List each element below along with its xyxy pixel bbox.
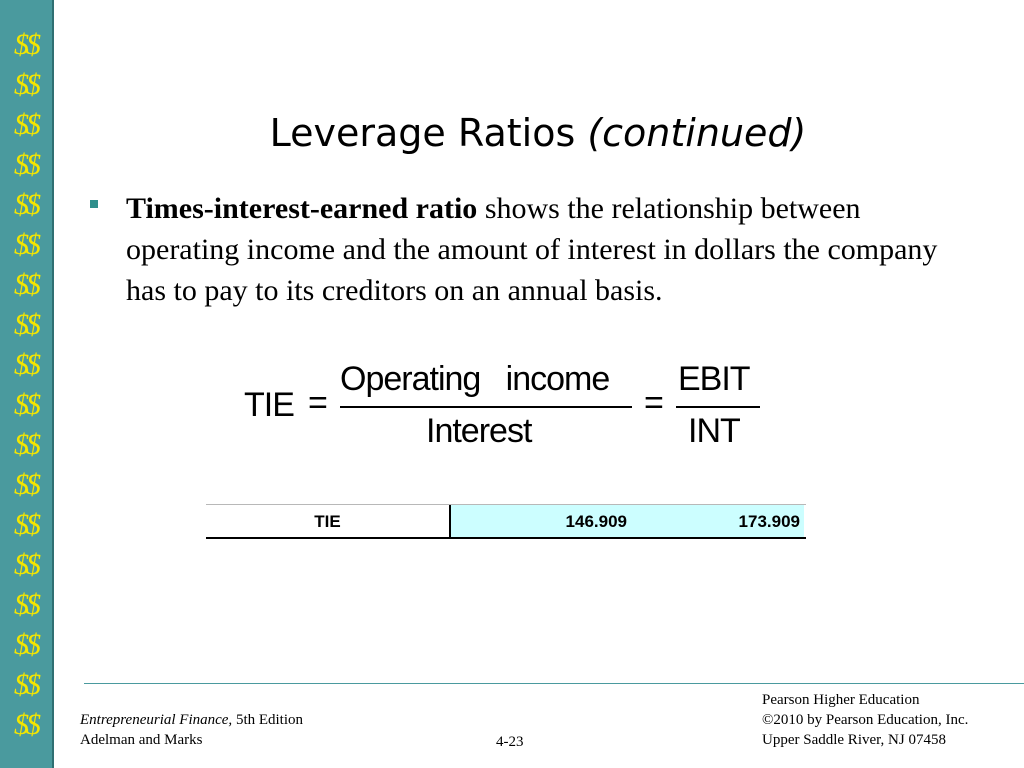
footer-book-info xyxy=(80,710,303,750)
table-label-cell: TIE xyxy=(206,505,451,537)
bullet-paragraph xyxy=(126,188,976,311)
fraction-line xyxy=(340,406,632,408)
tie-table xyxy=(206,504,806,539)
dollar-mark: $$ xyxy=(14,108,38,141)
dollar-mark: $$ xyxy=(14,668,38,701)
formula-denominator-1: Interest xyxy=(426,412,532,450)
title-main: Leverage Ratios xyxy=(269,111,588,155)
book-edition: 5th Edition xyxy=(232,712,304,728)
footer-divider xyxy=(84,683,1024,684)
tie-formula xyxy=(240,360,780,460)
dollar-mark: $$ xyxy=(14,468,38,501)
book-title: Entrepreneurial Finance, xyxy=(80,712,233,728)
formula-numerator-1: Operating income xyxy=(340,360,610,398)
publisher-address: Upper Saddle River, NJ 07458 xyxy=(762,732,946,748)
fraction-line xyxy=(676,406,760,408)
dollar-mark: $$ xyxy=(14,628,38,661)
dollar-mark: $$ xyxy=(14,148,38,181)
title-italic: (continued) xyxy=(587,111,807,155)
bullet-bold-term: Times-interest-earned ratio xyxy=(126,192,478,225)
dollar-mark: $$ xyxy=(14,28,38,61)
bullet-square-icon xyxy=(90,200,98,208)
publisher-name: Pearson Higher Education xyxy=(762,692,920,708)
dollar-mark: $$ xyxy=(14,428,38,461)
formula-numerator-2: EBIT xyxy=(678,360,750,398)
formula-denominator-2: INT xyxy=(688,412,740,450)
dollar-mark: $$ xyxy=(14,348,38,381)
slide-title xyxy=(52,108,1024,158)
sidebar xyxy=(0,0,54,768)
dollar-mark: $$ xyxy=(14,588,38,621)
page-number: 4-23 xyxy=(496,734,524,750)
table-value-cell: 146.909 xyxy=(451,505,635,537)
bullet-body-text: shows the relationship between operating income and the amount of interest in dollars the company has to pay to its creditors on an annual basis. xyxy=(126,192,938,307)
footer-publisher-info xyxy=(762,690,968,750)
dollar-mark: $$ xyxy=(14,268,38,301)
dollar-mark: $$ xyxy=(14,68,38,101)
formula-equals: = xyxy=(644,384,663,422)
dollar-mark: $$ xyxy=(14,548,38,581)
table-value-cell: 173.909 xyxy=(630,505,804,537)
copyright-text: ©2010 by Pearson Education, Inc. xyxy=(762,712,969,728)
formula-lhs: TIE xyxy=(244,386,294,424)
dollar-mark: $$ xyxy=(14,508,38,541)
dollar-mark: $$ xyxy=(14,708,38,741)
dollar-mark: $$ xyxy=(14,188,38,221)
dollar-mark: $$ xyxy=(14,388,38,421)
dollar-mark: $$ xyxy=(14,228,38,261)
book-authors: Adelman and Marks xyxy=(80,732,203,748)
formula-equals: = xyxy=(308,384,327,422)
dollar-mark: $$ xyxy=(14,308,38,341)
